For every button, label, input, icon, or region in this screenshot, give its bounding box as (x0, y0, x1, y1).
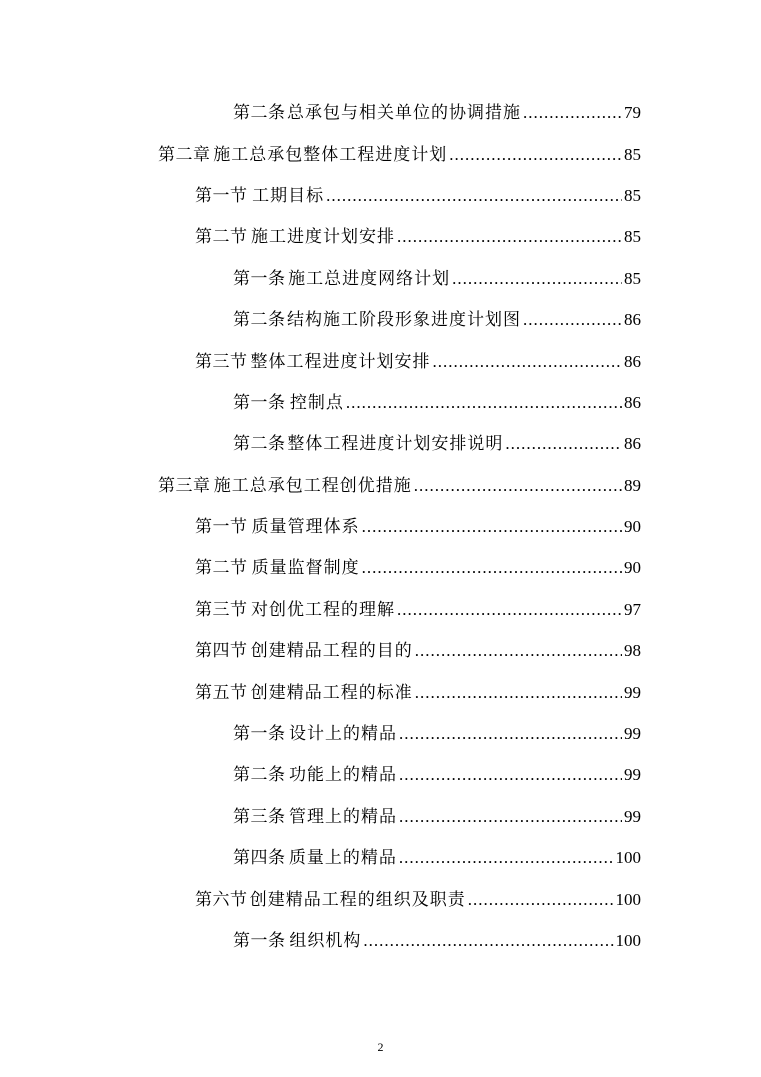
toc-entry-label: 第三章 (158, 475, 211, 496)
toc-entry-label: 第三条 (233, 806, 286, 827)
toc-entry[interactable] (0, 587, 761, 628)
toc-entry-title: 结构施工阶段形象进度计划图 (287, 310, 522, 331)
toc-dot-leader (397, 227, 622, 247)
toc-entry-page: 98 (624, 641, 641, 661)
toc-entry-label: 第一条 (233, 724, 286, 745)
toc-dot-leader (399, 807, 622, 827)
toc-entry-page: 86 (624, 392, 641, 412)
toc-dot-leader (397, 600, 622, 620)
toc-dot-leader (363, 931, 613, 951)
toc-dot-leader (399, 724, 622, 744)
toc-dot-leader (415, 683, 622, 703)
toc-entry[interactable] (0, 504, 761, 545)
toc-entry-title: 质量管理体系 (251, 517, 360, 538)
toc-entry-title: 施工总承包整体工程进度计划 (213, 144, 448, 165)
toc-entry-page: 85 (624, 185, 641, 205)
toc-dot-leader (399, 765, 622, 785)
toc-entry-label: 第二条 (233, 310, 286, 331)
toc-entry[interactable] (0, 545, 761, 586)
toc-entry-page: 100 (615, 848, 641, 868)
toc-entry-page: 99 (624, 765, 641, 785)
toc-entry[interactable] (0, 628, 761, 669)
toc-dot-leader (523, 310, 622, 330)
toc-entry-label: 第四节 (195, 641, 248, 662)
toc-entry-label: 第一条 (233, 268, 286, 289)
toc-dot-leader (452, 269, 622, 289)
toc-entry-label: 第一节 (195, 185, 248, 206)
toc-entry-page: 85 (624, 144, 641, 164)
toc-entry-title: 控制点 (289, 392, 344, 413)
toc-entry-label: 第四条 (233, 848, 286, 869)
toc-dot-leader (415, 641, 622, 661)
toc-entry-page: 100 (615, 931, 641, 950)
toc-entry-page: 100 (615, 889, 641, 909)
toc-entry[interactable] (0, 835, 761, 876)
toc-dot-leader (362, 517, 622, 537)
toc-dot-leader (326, 186, 622, 206)
toc-entry-title: 整体工程进度计划安排 (250, 351, 431, 372)
toc-dot-leader (468, 890, 614, 910)
toc-entry-page: 86 (624, 310, 641, 330)
toc-entry[interactable] (0, 131, 761, 172)
toc-entry[interactable] (0, 711, 761, 752)
toc-entry-page: 99 (624, 724, 641, 744)
toc-entry-page: 99 (624, 806, 641, 826)
table-of-contents (0, 90, 761, 959)
toc-entry[interactable] (0, 380, 761, 421)
toc-entry-page: 85 (624, 268, 641, 288)
toc-entry-label: 第一条 (233, 392, 286, 413)
toc-entry-title: 组织机构 (289, 931, 362, 951)
toc-entry-page: 90 (624, 558, 641, 578)
toc-entry-title: 管理上的精品 (288, 806, 397, 827)
toc-entry-title: 整体工程进度计划安排说明 (287, 434, 504, 455)
toc-entry[interactable] (0, 256, 761, 297)
toc-entry-label: 第一节 (195, 517, 248, 538)
toc-entry-label: 第二条 (233, 103, 286, 124)
toc-entry[interactable] (0, 876, 761, 917)
toc-entry-title: 施工进度计划安排 (251, 227, 396, 248)
toc-dot-leader (414, 476, 622, 496)
toc-entry[interactable] (0, 669, 761, 710)
page-number: 2 (377, 1040, 384, 1054)
toc-entry[interactable] (0, 173, 761, 214)
toc-dot-leader (399, 848, 614, 868)
toc-entry-label: 第二章 (158, 144, 211, 165)
toc-entry-title: 质量监督制度 (251, 558, 360, 579)
toc-entry[interactable] (0, 918, 761, 959)
toc-entry[interactable] (0, 338, 761, 379)
toc-entry[interactable] (0, 214, 761, 255)
toc-entry-label: 第二条 (233, 434, 286, 455)
toc-entry-page: 86 (624, 351, 641, 371)
toc-entry-title: 创建精品工程的目的 (250, 641, 413, 662)
toc-entry-label: 第一条 (233, 931, 286, 951)
toc-entry[interactable] (0, 90, 761, 131)
toc-entry-title: 对创优工程的理解 (251, 599, 396, 620)
toc-entry[interactable] (0, 752, 761, 793)
toc-entry-page: 85 (624, 227, 641, 247)
toc-entry-label: 第二节 (195, 227, 248, 248)
toc-entry-title: 质量上的精品 (288, 848, 397, 869)
toc-entry-title: 总承包与相关单位的协调措施 (287, 103, 522, 124)
toc-entry[interactable] (0, 297, 761, 338)
toc-dot-leader (432, 352, 622, 372)
toc-entry-page: 97 (624, 599, 641, 619)
toc-dot-leader (346, 393, 622, 413)
toc-entry-label: 第五节 (195, 682, 248, 703)
toc-entry-page: 89 (624, 475, 641, 495)
toc-entry[interactable] (0, 463, 761, 504)
toc-entry-title: 功能上的精品 (288, 765, 397, 786)
toc-entry-title: 创建精品工程的组织及职责 (249, 889, 466, 910)
toc-dot-leader (505, 434, 622, 454)
toc-entry-title: 施工总承包工程创优措施 (213, 475, 412, 496)
toc-entry-label: 第六节 (195, 889, 248, 910)
toc-entry-page: 79 (624, 103, 641, 123)
toc-entry-page: 90 (624, 517, 641, 537)
toc-entry-title: 创建精品工程的标准 (250, 682, 413, 703)
toc-entry-page: 86 (624, 434, 641, 454)
toc-entry-title: 工期目标 (252, 185, 325, 206)
toc-dot-leader (523, 103, 622, 123)
toc-entry-label: 第三节 (195, 351, 248, 372)
toc-dot-leader (449, 145, 622, 165)
toc-entry-page: 99 (624, 682, 641, 702)
toc-dot-leader (362, 558, 622, 578)
toc-entry[interactable] (0, 421, 761, 462)
toc-entry-label: 第二条 (233, 765, 286, 786)
toc-entry-label: 第三节 (195, 599, 248, 620)
toc-entry-label: 第二节 (195, 558, 248, 579)
toc-entry-title: 设计上的精品 (288, 724, 397, 745)
toc-entry-title: 施工总进度网络计划 (288, 268, 451, 289)
toc-entry[interactable] (0, 794, 761, 835)
